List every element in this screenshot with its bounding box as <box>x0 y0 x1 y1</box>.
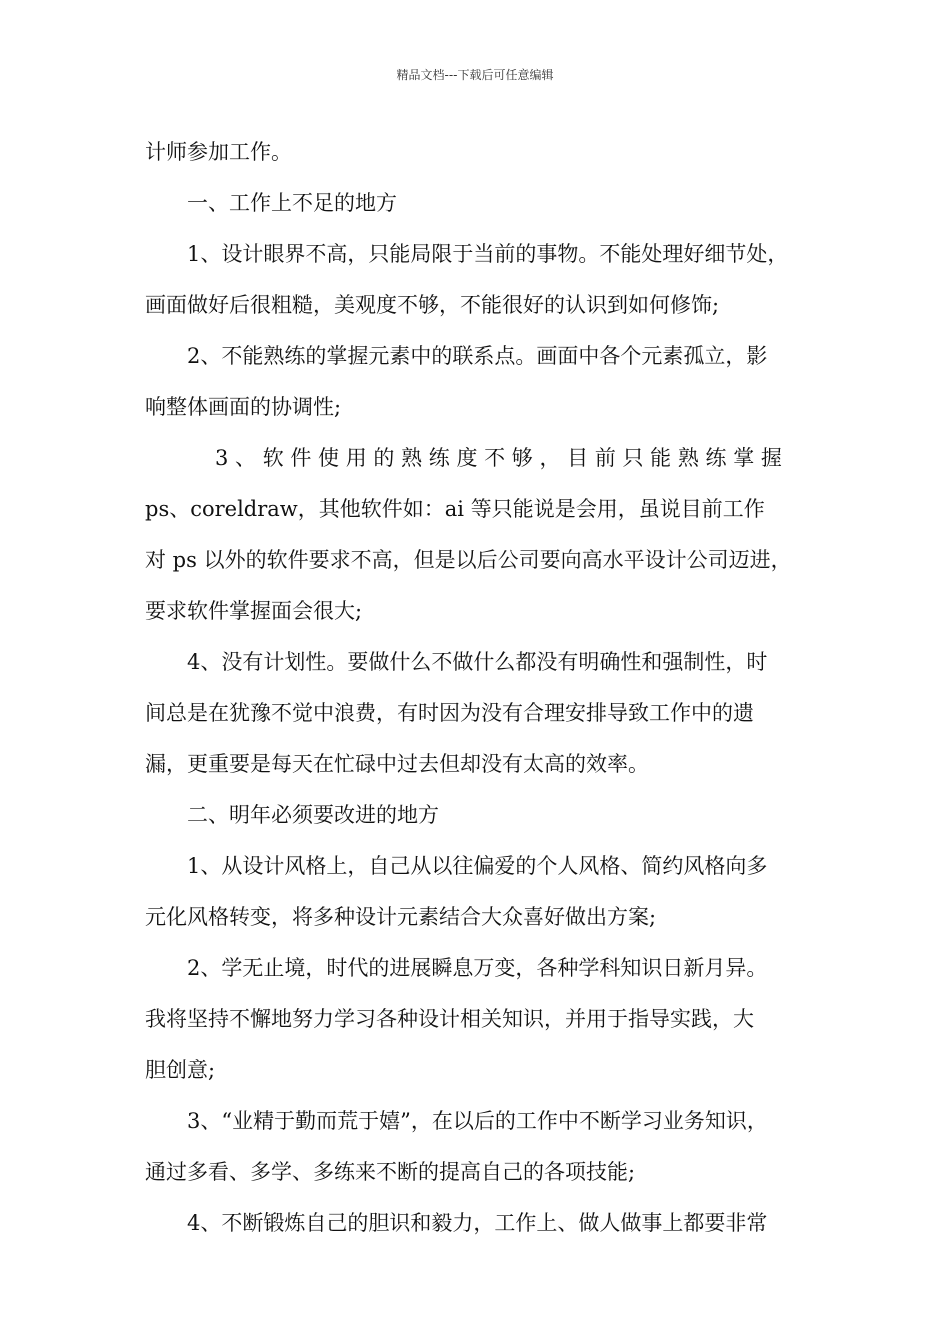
text-line: 1、设计眼界不高，只能局限于当前的事物。不能处理好细节处， <box>187 242 789 266</box>
text-line: 要求软件掌握面会很大; <box>145 599 363 623</box>
text-line: 间总是在犹豫不觉中浪费，有时因为没有合理安排导致工作中的遗 <box>145 701 754 725</box>
text-line: 2、不能熟练的掌握元素中的联系点。画面中各个元素孤立，影 <box>187 344 768 368</box>
text-line: 1、从设计风格上，自己从以往偏爱的个人风格、简约风格向多 <box>187 854 768 878</box>
text-line: 对 ps 以外的软件要求不高，但是以后公司要向高水平设计公司迈进， <box>145 548 792 572</box>
text-line: 画面做好后很粗糙，美观度不够，不能很好的认识到如何修饰; <box>145 293 720 317</box>
text-line: 我将坚持不懈地努力学习各种设计相关知识，并用于指导实践，大 <box>145 1007 754 1031</box>
text-line: 元化风格转变，将多种设计元素结合大众喜好做出方案; <box>145 905 657 929</box>
text-line: 响整体画面的协调性; <box>145 395 342 419</box>
page-header: 精品文档---下载后可任意编辑 <box>396 68 554 82</box>
text-line: 通过多看、多学、多练来不断的提高自己的各项技能; <box>145 1160 636 1184</box>
text-line: 计师参加工作。 <box>145 140 292 164</box>
text-line: 漏，更重要是每天在忙碌中过去但却没有太高的效率。 <box>145 752 649 776</box>
text-line: 胆创意; <box>145 1058 216 1082</box>
text-line: 2、学无止境，时代的进展瞬息万变，各种学科知识日新月异。 <box>187 956 768 980</box>
text-line: ps、coreldraw，其他软件如：ai 等只能说是会用，虽说目前工作 <box>145 497 765 521</box>
section-heading: 一、工作上不足的地方 <box>187 191 397 215</box>
text-line: 4、不断锻炼自己的胆识和毅力，工作上、做人做事上都要非常 <box>187 1211 768 1235</box>
text-line: 3、“业精于勤而荒于嬉”，在以后的工作中不断学习业务知识， <box>187 1109 768 1133</box>
text-line: 3 、 软 件 使 用 的 熟 练 度 不 够 ， 目 前 只 能 熟 练 掌 握 <box>215 446 782 470</box>
document-body <box>145 127 825 1249</box>
section-heading: 二、明年必须要改进的地方 <box>187 803 439 827</box>
text-line: 4、没有计划性。要做什么不做什么都没有明确性和强制性，时 <box>187 650 768 674</box>
